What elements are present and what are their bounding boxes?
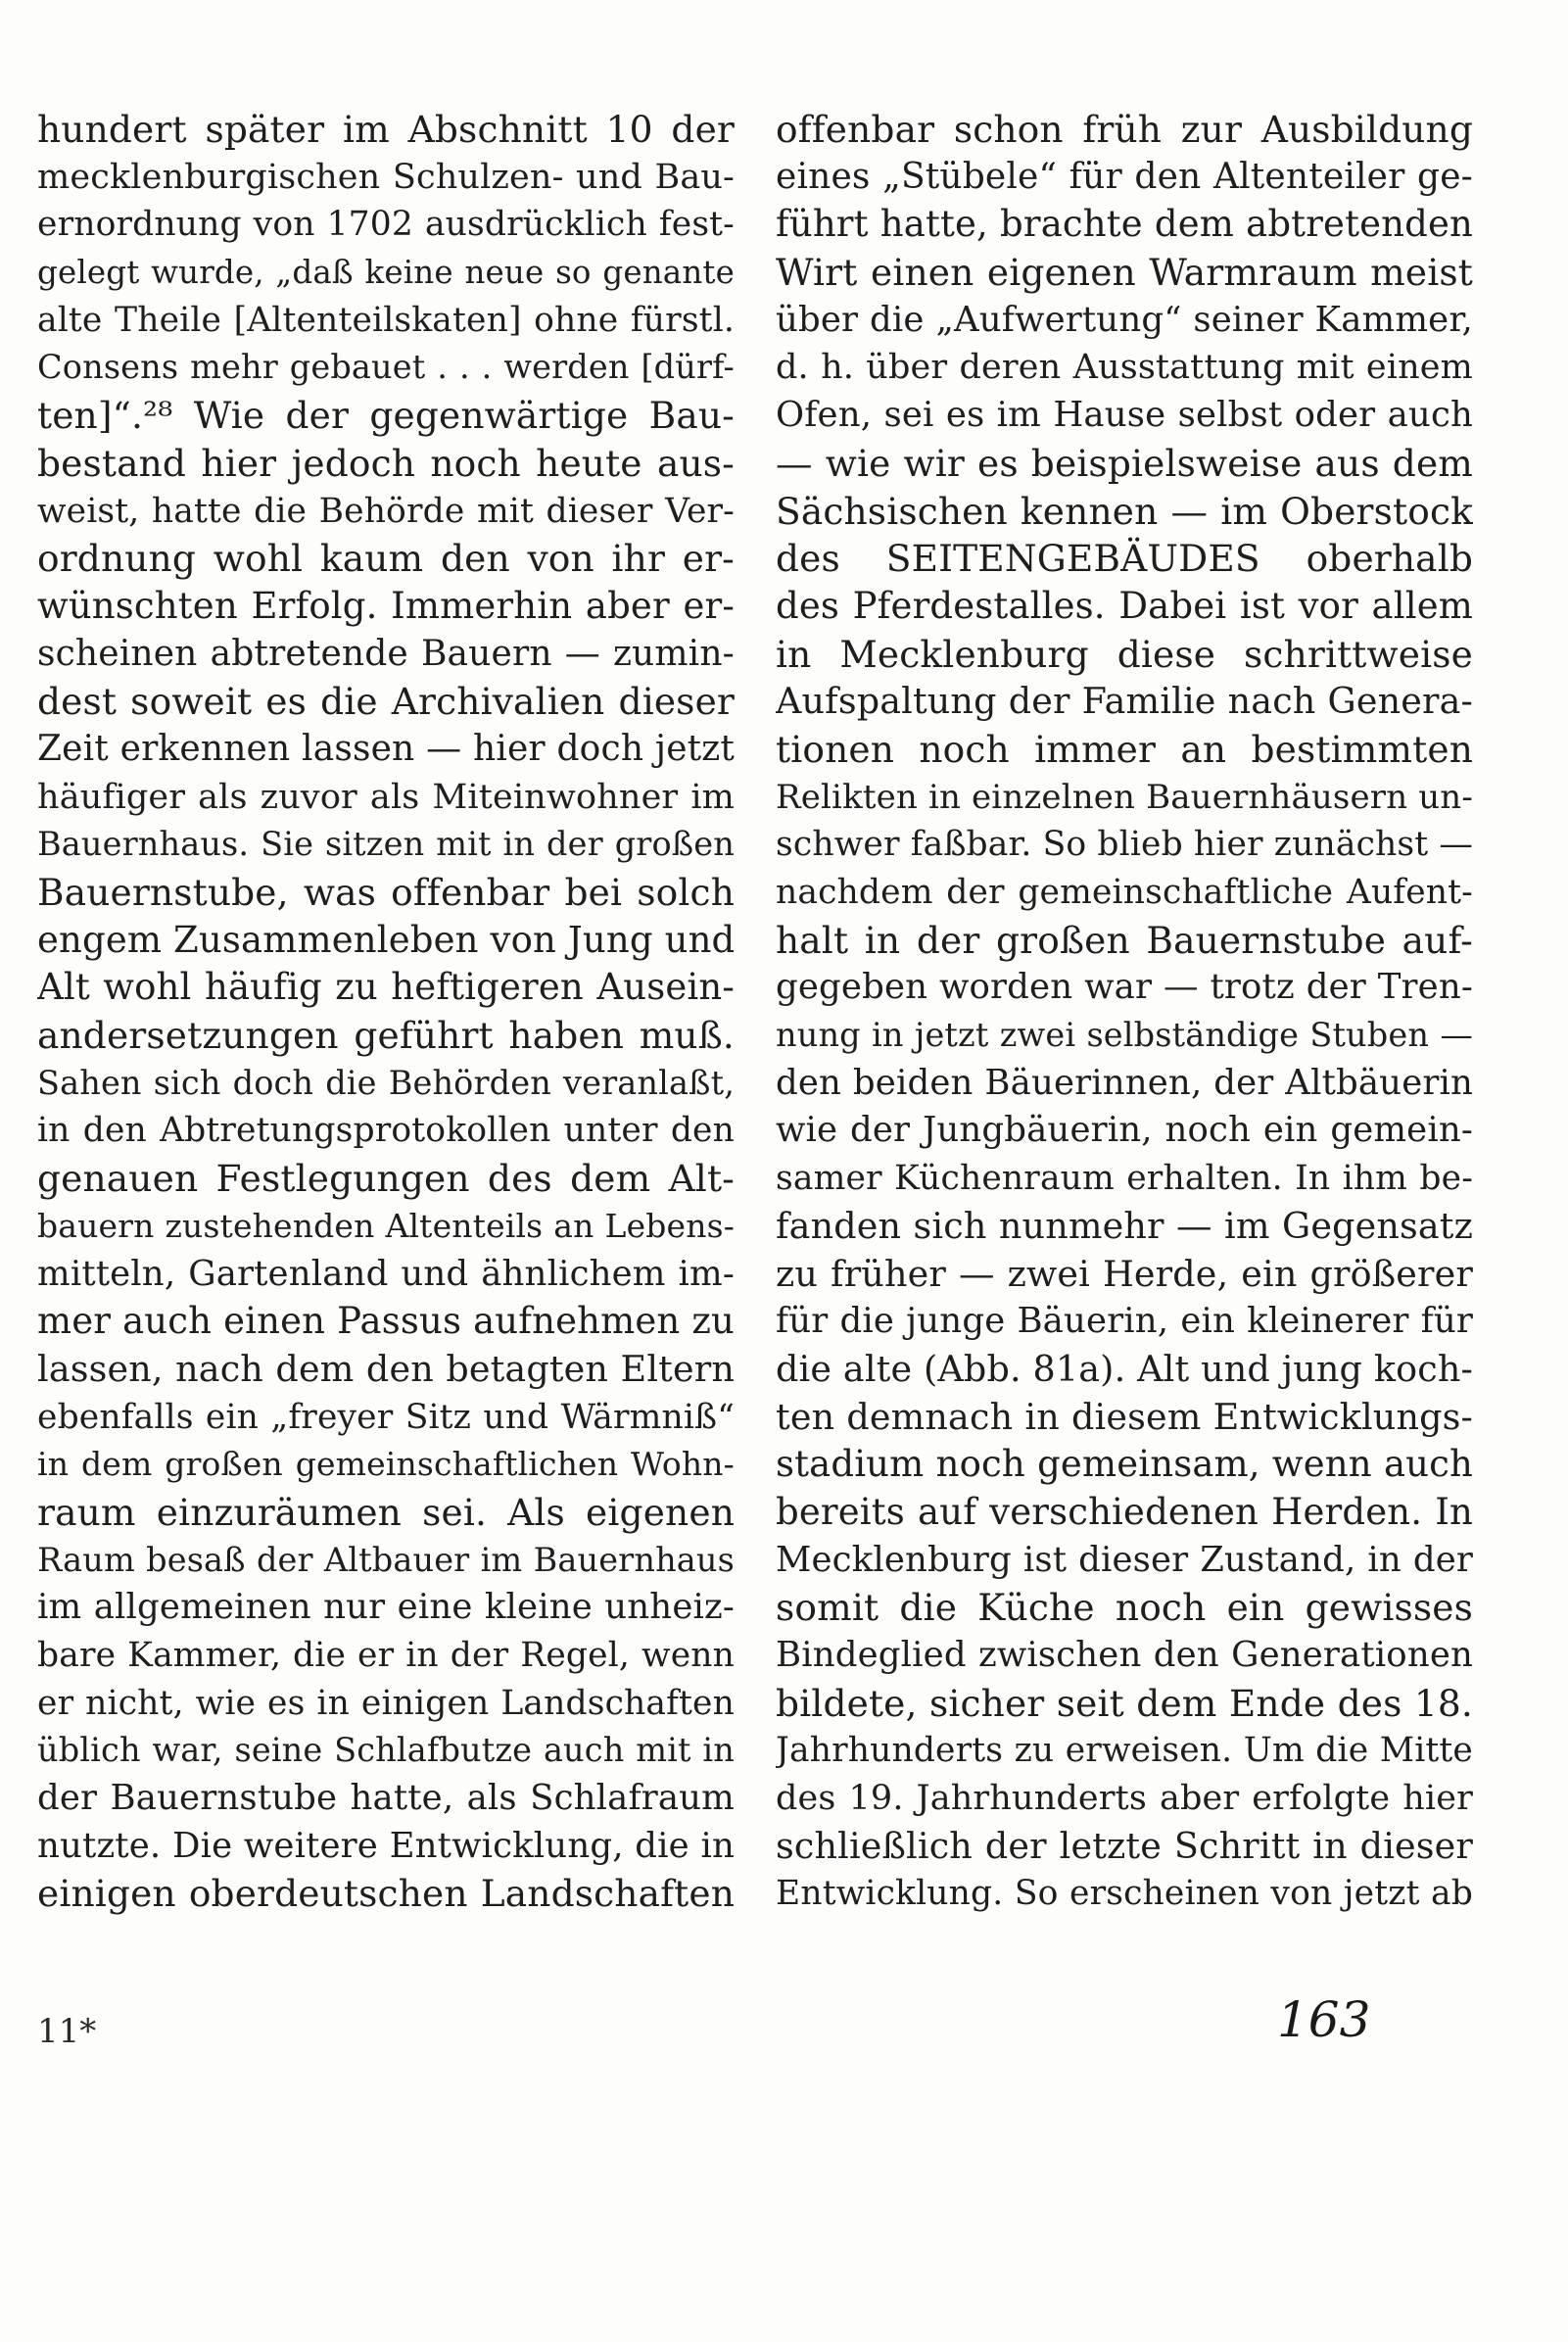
left-column-line: Consens mehr gebauet . . . werden [dürf- bbox=[37, 348, 735, 387]
right-column-line: nachdem der gemeinschaftliche Aufent- bbox=[776, 873, 1473, 912]
text-column-right bbox=[776, 106, 1473, 1918]
right-column-line: des 19. Jahrhunderts aber erfolgte hier bbox=[776, 1779, 1473, 1819]
left-column-line: andersetzungen geführt haben muß. bbox=[37, 1014, 735, 1058]
right-column-line: Ofen, sei es im Hause selbst oder auch bbox=[776, 395, 1473, 436]
left-column-line: im allgemeinen nur eine kleine unheiz- bbox=[37, 1587, 735, 1628]
right-column-line: schließlich der letzte Schritt in dieser bbox=[776, 1824, 1473, 1867]
right-column-line: schwer faßbar. So blieb hier zunächst — bbox=[776, 825, 1473, 865]
right-column-line: über die „Aufwertung“ seiner Kammer, bbox=[776, 299, 1473, 340]
right-column-line: offenbar schon früh zur Ausbildung bbox=[776, 108, 1473, 151]
left-column-line: häufiger als zuvor als Miteinwohner im bbox=[37, 777, 735, 817]
right-column-line: die alte (Abb. 81a). Alt und jung koch- bbox=[776, 1347, 1473, 1390]
left-column-line: einigen oberdeutschen Landschaften bbox=[37, 1872, 735, 1916]
right-column-line: bereits auf verschiedenen Herden. In bbox=[776, 1490, 1473, 1533]
left-column-line: in dem großen gemeinschaftlichen Wohn- bbox=[37, 1445, 735, 1484]
right-column-line: halt in der großen Bauernstube auf- bbox=[776, 918, 1473, 962]
left-column-line: bestand hier jedoch noch heute aus- bbox=[37, 441, 735, 485]
text-column-left bbox=[37, 106, 735, 1918]
right-column-line: — wie wir es beispielsweise aus dem bbox=[776, 441, 1473, 485]
left-column-line: Alt wohl häufig zu heftigeren Ausein- bbox=[37, 966, 735, 1009]
left-column-line: scheinen abtretende Bauern — zumin- bbox=[37, 633, 735, 674]
left-column-line: mer auch einen Passus aufnehmen zu bbox=[37, 1300, 735, 1343]
left-column-line: nutzte. Die weitere Entwicklung, die in bbox=[37, 1825, 735, 1866]
right-column-line: somit die Küche noch ein gewisses bbox=[776, 1586, 1473, 1630]
left-column-line: ebenfalls ein „freyer Sitz und Wärmniß“ bbox=[37, 1397, 735, 1437]
right-column-line: des SEITENGEBÄUDES oberhalb bbox=[776, 537, 1473, 581]
left-column-line: Bauernhaus. Sie sitzen mit in der großen bbox=[37, 825, 735, 864]
left-column-line: gelegt wurde, „daß keine neue so genante bbox=[37, 254, 735, 292]
right-column-line: zu früher — zwei Herde, ein größerer bbox=[776, 1252, 1473, 1295]
right-column-line: Entwicklung. So erscheinen von jetzt ab bbox=[776, 1874, 1473, 1914]
left-column-line: wünschten Erfolg. Immerhin aber er- bbox=[37, 584, 735, 627]
left-column-line: hundert später im Abschnitt 10 der bbox=[37, 108, 735, 151]
left-column-line: genauen Festlegungen des dem Alt- bbox=[37, 1157, 735, 1201]
left-column-line: alte Theile [Altenteilskaten] ohne fürstl. bbox=[37, 300, 735, 340]
right-column-line: des Pferdestalles. Dabei ist vor allem bbox=[776, 584, 1473, 627]
right-column-line: führt hatte, brachte dem abtretenden bbox=[776, 203, 1473, 246]
left-column-line: ten]“.²⁸ Wie der gegenwärtige Bau- bbox=[37, 394, 735, 438]
left-column-line: raum einzuräumen sei. Als eigenen bbox=[37, 1490, 735, 1534]
right-column-line: tionen noch immer an bestimmten bbox=[776, 727, 1473, 771]
right-column-line: nung in jetzt zwei selbständige Stuben — bbox=[776, 1016, 1473, 1055]
right-column-line: Mecklenburg ist dieser Zustand, in der bbox=[776, 1539, 1473, 1580]
left-column-line: in den Abtretungsprotokollen unter den bbox=[37, 1111, 735, 1151]
right-column-line: samer Küchenraum erhalten. In ihm be- bbox=[776, 1159, 1473, 1199]
right-column-line: Aufspaltung der Familie nach Genera- bbox=[776, 680, 1473, 723]
left-column-line: ernordnung von 1702 ausdrücklich fest- bbox=[37, 205, 735, 245]
left-column-line: Bauernstube, was offenbar bei solch bbox=[37, 871, 735, 914]
right-column-line: Relikten in einzelnen Bauernhäusern un- bbox=[776, 777, 1473, 817]
left-column-line: üblich war, seine Schlafbutze auch mit in bbox=[37, 1731, 735, 1770]
right-column-line: d. h. über deren Ausstattung mit einem bbox=[776, 348, 1473, 388]
right-column-line: Wirt einen eigenen Warmraum meist bbox=[776, 251, 1473, 295]
right-column-line: eines „Stübele“ für den Altenteiler ge- bbox=[776, 156, 1473, 197]
left-column-line: der Bauernstube hatte, als Schlafraum bbox=[37, 1778, 735, 1819]
page-number: 163 bbox=[1277, 1991, 1371, 2048]
left-column-line: Sahen sich doch die Behörden veranlaßt, bbox=[37, 1063, 735, 1102]
left-column-line: weist, hatte die Behörde mit dieser Ver- bbox=[37, 491, 735, 531]
right-column-line: den beiden Bäuerinnen, der Altbäuerin bbox=[776, 1062, 1473, 1103]
left-column-line: engem Zusammenleben von Jung und bbox=[37, 918, 735, 961]
left-column-line: mecklenburgischen Schulzen- und Bau- bbox=[37, 157, 735, 197]
right-column-line: gegeben worden war — trotz der Tren- bbox=[776, 967, 1473, 1008]
right-column-line: Jahrhunderts zu erweisen. Um die Mitte bbox=[776, 1731, 1473, 1771]
sheet-signature-mark: 11* bbox=[37, 2012, 97, 2051]
left-column-line: er nicht, wie es in einigen Landschaften bbox=[37, 1683, 735, 1723]
left-column-line: bare Kammer, die er in der Regel, wenn bbox=[37, 1636, 735, 1675]
right-column-line: fanden sich nunmehr — im Gegensatz bbox=[776, 1204, 1473, 1247]
right-column-line: bildete, sicher seit dem Ende des 18. bbox=[776, 1681, 1473, 1725]
right-column-line: für die junge Bäuerin, ein kleinerer für bbox=[776, 1301, 1473, 1342]
right-column-line: ten demnach in diesem Entwicklungs- bbox=[776, 1395, 1473, 1438]
left-column-line: lassen, nach dem den betagten Eltern bbox=[37, 1347, 735, 1390]
right-column-line: wie der Jungbäuerin, noch ein gemein- bbox=[776, 1110, 1473, 1151]
left-column-line: Raum besaß der Altbauer im Bauernhaus bbox=[37, 1540, 735, 1579]
right-column-line: in Mecklenburg diese schrittweise bbox=[776, 632, 1473, 676]
left-column-line: bauern zustehenden Altenteils an Lebens- bbox=[37, 1206, 735, 1245]
left-column-line: Zeit erkennen lassen — hier doch jetzt bbox=[37, 728, 735, 769]
right-column-line: Bindeglied zwischen den Generationen bbox=[776, 1635, 1473, 1675]
left-column-line: ordnung wohl kaum den von ihr er- bbox=[37, 537, 735, 581]
right-column-line: stadium noch gemeinsam, wenn auch bbox=[776, 1443, 1473, 1486]
left-column-line: mitteln, Gartenland und ähnlichem im- bbox=[37, 1253, 735, 1294]
left-column-line: dest soweit es die Archivalien dieser bbox=[37, 680, 735, 724]
right-column-line: Sächsischen kennen — im Oberstock bbox=[776, 489, 1473, 533]
